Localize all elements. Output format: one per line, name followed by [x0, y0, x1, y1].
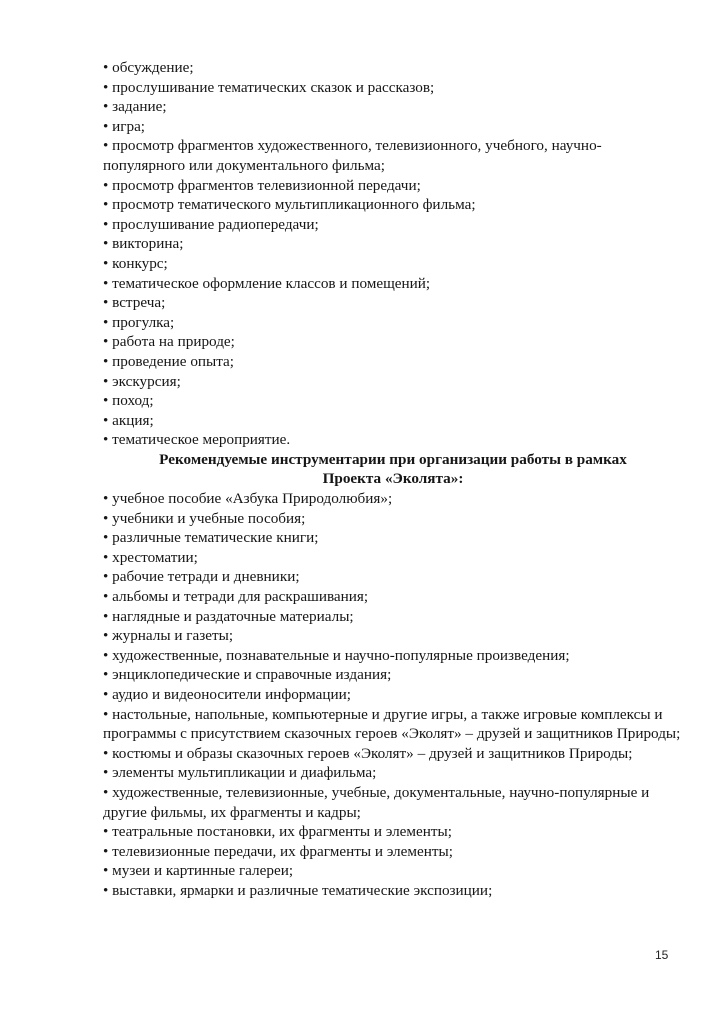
list-item: • работа на природе;	[103, 333, 235, 351]
section-heading	[103, 450, 683, 489]
list-item: • экскурсия;	[103, 372, 181, 390]
list-item: • альбомы и тетради для раскрашивания;	[103, 588, 369, 606]
list-item: • наглядные и раздаточные материалы;	[103, 607, 354, 625]
activity-forms-list	[103, 58, 683, 450]
list-item: • учебное пособие «Азбука Природолюбия»;	[103, 490, 393, 508]
list-item: • конкурс;	[103, 254, 168, 272]
list-item: • просмотр фрагментов художественного, телевизионного, учебного, научно-популярного или документального фильма;	[103, 137, 602, 174]
list-item: • акция;	[103, 411, 154, 429]
list-item: • художественные, телевизионные, учебные, документальные, научно-популярные и другие фильмы, их фрагменты и кадры;	[103, 783, 650, 821]
list-item: • тематическое мероприятие.	[103, 431, 291, 449]
list-item: • костюмы и образы сказочных героев «Эколят» – друзей и защитников Природы;	[103, 744, 633, 762]
list-item: • учебники и учебные пособия;	[103, 509, 306, 527]
list-item: • настольные, напольные, компьютерные и другие игры, а также игровые комплексы и программы с присутствием сказочных героев «Эколят» – друзей и защитников Природы;	[103, 705, 681, 743]
list-item: • обсуждение;	[103, 59, 194, 76]
list-item: • хрестоматии;	[103, 548, 198, 566]
heading-line: Проекта «Эколята»:	[322, 470, 464, 488]
page-number: 15	[655, 948, 669, 962]
heading-line: Рекомендуемые инструментарии при организации работы в рамках	[159, 450, 627, 468]
page-content	[103, 58, 683, 901]
list-item: • проведение опыта;	[103, 352, 235, 370]
list-item: • музеи и картинные галереи;	[103, 862, 294, 880]
list-item: • встреча;	[103, 294, 166, 312]
list-item: • прослушивание тематических сказок и рассказов;	[103, 78, 435, 96]
list-item: • театральные постановки, их фрагменты и элементы;	[103, 823, 452, 841]
list-item: • прогулка;	[103, 313, 175, 331]
list-item: • телевизионные передачи, их фрагменты и элементы;	[103, 842, 453, 860]
list-item: • различные тематические книги;	[103, 529, 319, 547]
list-item: • аудио и видеоносители информации;	[103, 686, 352, 703]
list-item: • выставки, ярмарки и различные тематические экспозиции;	[103, 881, 493, 899]
list-item: • викторина;	[103, 235, 184, 253]
tools-list	[103, 489, 683, 900]
list-item: • просмотр тематического мультипликационного фильма;	[103, 196, 476, 214]
list-item: • задание;	[103, 98, 167, 116]
list-item: • прослушивание радиопередачи;	[103, 215, 319, 233]
list-item: • элементы мультипликации и диафильма;	[103, 764, 377, 782]
list-item: • художественные, познавательные и научно-популярные произведения;	[103, 646, 570, 664]
list-item: • игра;	[103, 117, 146, 135]
list-item: • журналы и газеты;	[103, 627, 234, 645]
list-item: • просмотр фрагментов телевизионной передачи;	[103, 176, 421, 194]
list-item: • тематическое оформление классов и помещений;	[103, 274, 431, 292]
list-item: • поход;	[103, 392, 154, 410]
list-item: • рабочие тетради и дневники;	[103, 568, 300, 586]
list-item: • энциклопедические и справочные издания;	[103, 666, 392, 684]
